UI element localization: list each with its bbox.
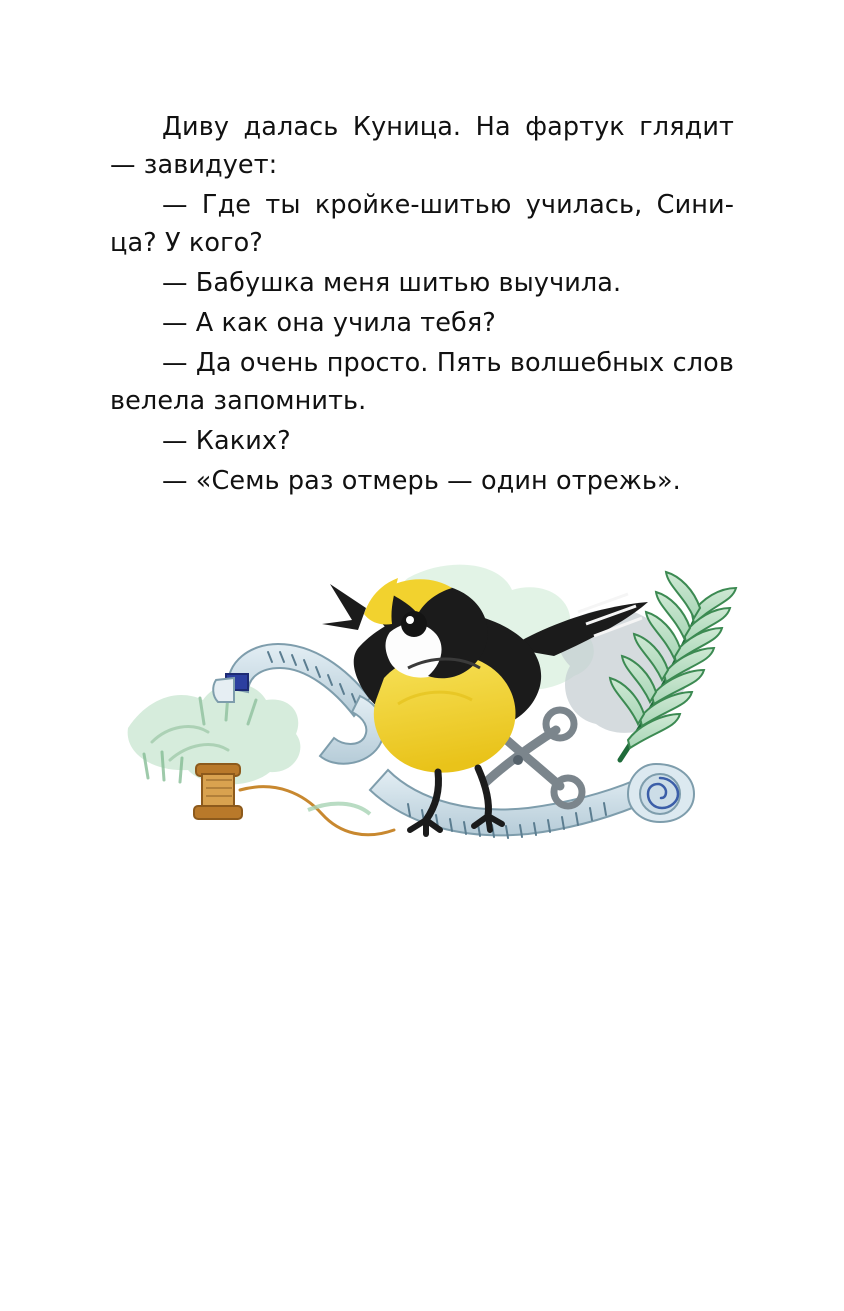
body-text [110,108,734,502]
paragraph-4: — А как она учила тебя? [162,308,496,338]
paragraph-7: — «Семь раз отмерь — один отрежь». [162,466,681,496]
paragraph-1: Диву далась Куница. На фартук глядит — завидует: [110,112,734,180]
thread-spool-icon [194,764,394,835]
paragraph-6: — Каких? [162,426,291,456]
paragraph-5: — Да очень просто. Пять волшебных слов велела запомнить. [110,348,734,416]
illustration-bird-with-tape-measure [108,528,738,888]
paragraph-3: — Бабушка меня шитью выучила. [162,268,622,298]
paragraph-2: — Где ты кройке-шитью училась, Сини-ца? У кого? [110,190,734,258]
